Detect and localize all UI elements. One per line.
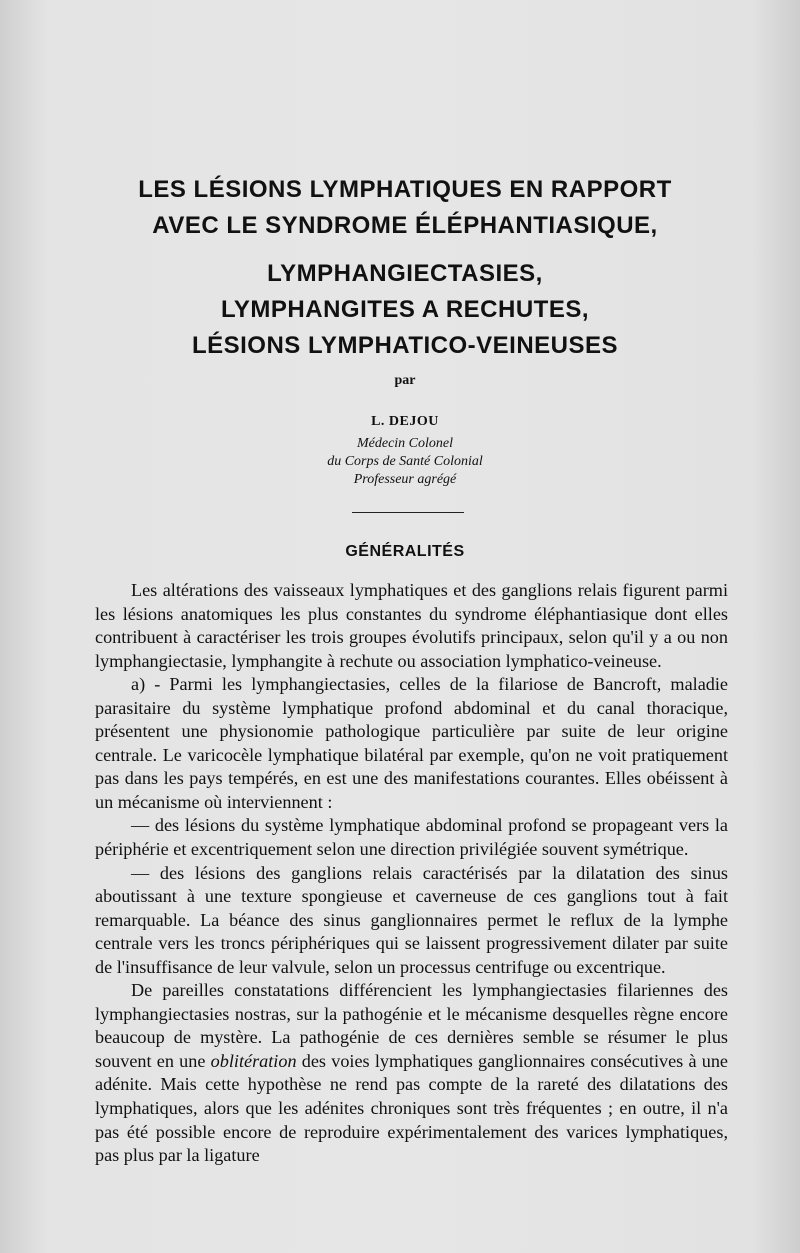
subtitle-line-2: LYMPHANGITES A RECHUTES,: [220, 296, 590, 323]
paragraph-1: Les altérations des vaisseaux lymphatiques et des ganglions relais figurent parmi les lésions anatomiques les plus constantes du syndrome éléphantiasique dont elles contribuent à caractériser les trois groupes évolutifs principaux, selon qu'il y a ou non lymphangiectasie, lymphangite à rechute ou association lymphatico-veineuse.: [95, 580, 728, 671]
article-body: [95, 579, 728, 1168]
affiliation-line-2: du Corps de Santé Colonial: [327, 454, 483, 469]
section-heading: GÉNÉRALITÉS: [345, 543, 465, 560]
separator-rule: [352, 512, 464, 513]
paragraph-3: — des lésions du système lymphatique abdominal profond se propageant vers la périphérie et excentriquement selon une direction privilégiée souvent symétrique.: [95, 815, 728, 860]
author-affiliation: [60, 435, 750, 489]
article-subtitle: [60, 256, 750, 364]
affiliation-line-1: Médecin Colonel: [356, 436, 454, 451]
emphasis-term: oblitération: [210, 1050, 297, 1071]
subtitle-line-3: LÉSIONS LYMPHATICO-VEINEUSES: [191, 332, 619, 359]
paragraph-5-start: De pareilles constatations différencient les lymphangiectasies filariennes des lymphangiectasies nostras, sur la pathogénie et le mécanisme desquelles règne encore beaucoup de mystère. La pathogénie de ces dernières semble se résumer le plus souvent en une: [95, 980, 728, 1071]
article-title: [60, 172, 750, 244]
title-line-2: AVEC LE SYNDROME ÉLÉPHANTIASIQUE,: [152, 212, 658, 239]
affiliation-line-3: Professeur agrégé: [353, 472, 457, 487]
paragraph-5: [95, 979, 728, 1167]
author-name: L. DEJOU: [371, 414, 439, 429]
byline-par: par: [394, 373, 416, 388]
paragraph-5-end: des voies lymphatiques ganglionnaires consécutives à une adénite. Mais cette hypothèse ne rend pas compte de la rareté des dilatations des lymphatiques, alors que les adénites chroniques sont très fréquentes ; en outre, il n'a pas été possible encore de reproduire expérimentalement des varices lymphatiques, pas plus par la ligature: [95, 1050, 729, 1166]
subtitle-line-1: LYMPHANGIECTASIES,: [267, 260, 543, 287]
paragraph-2: a) - Parmi les lymphangiectasies, celles de la filariose de Bancroft, maladie parasitaire du système lymphatique profond abdominal et du canal thoracique, présentent une physionomie pathologique particulière par suite de leur origine centrale. Le varicocèle lymphatique bilatéral par exemple, qu'on ne voit pratiquement pas dans les pays tempérés, en est une des manifestations courantes. Elles obéissent à un mécanisme où interviennent :: [95, 674, 728, 812]
title-line-1: LES LÉSIONS LYMPHATIQUES EN RAPPORT: [138, 176, 672, 203]
paragraph-4: — des lésions des ganglions relais caractérisés par la dilatation des sinus aboutissant à une texture spongieuse et caverneuse de ces ganglions tout à fait remarquable. La béance des sinus ganglionnaires permet le reflux de la lymphe centrale vers les troncs périphériques qui se laissent progressivement dilater par suite de l'insuffisance de leur valvule, selon un processus centrifuge ou excentrique.: [95, 862, 728, 977]
